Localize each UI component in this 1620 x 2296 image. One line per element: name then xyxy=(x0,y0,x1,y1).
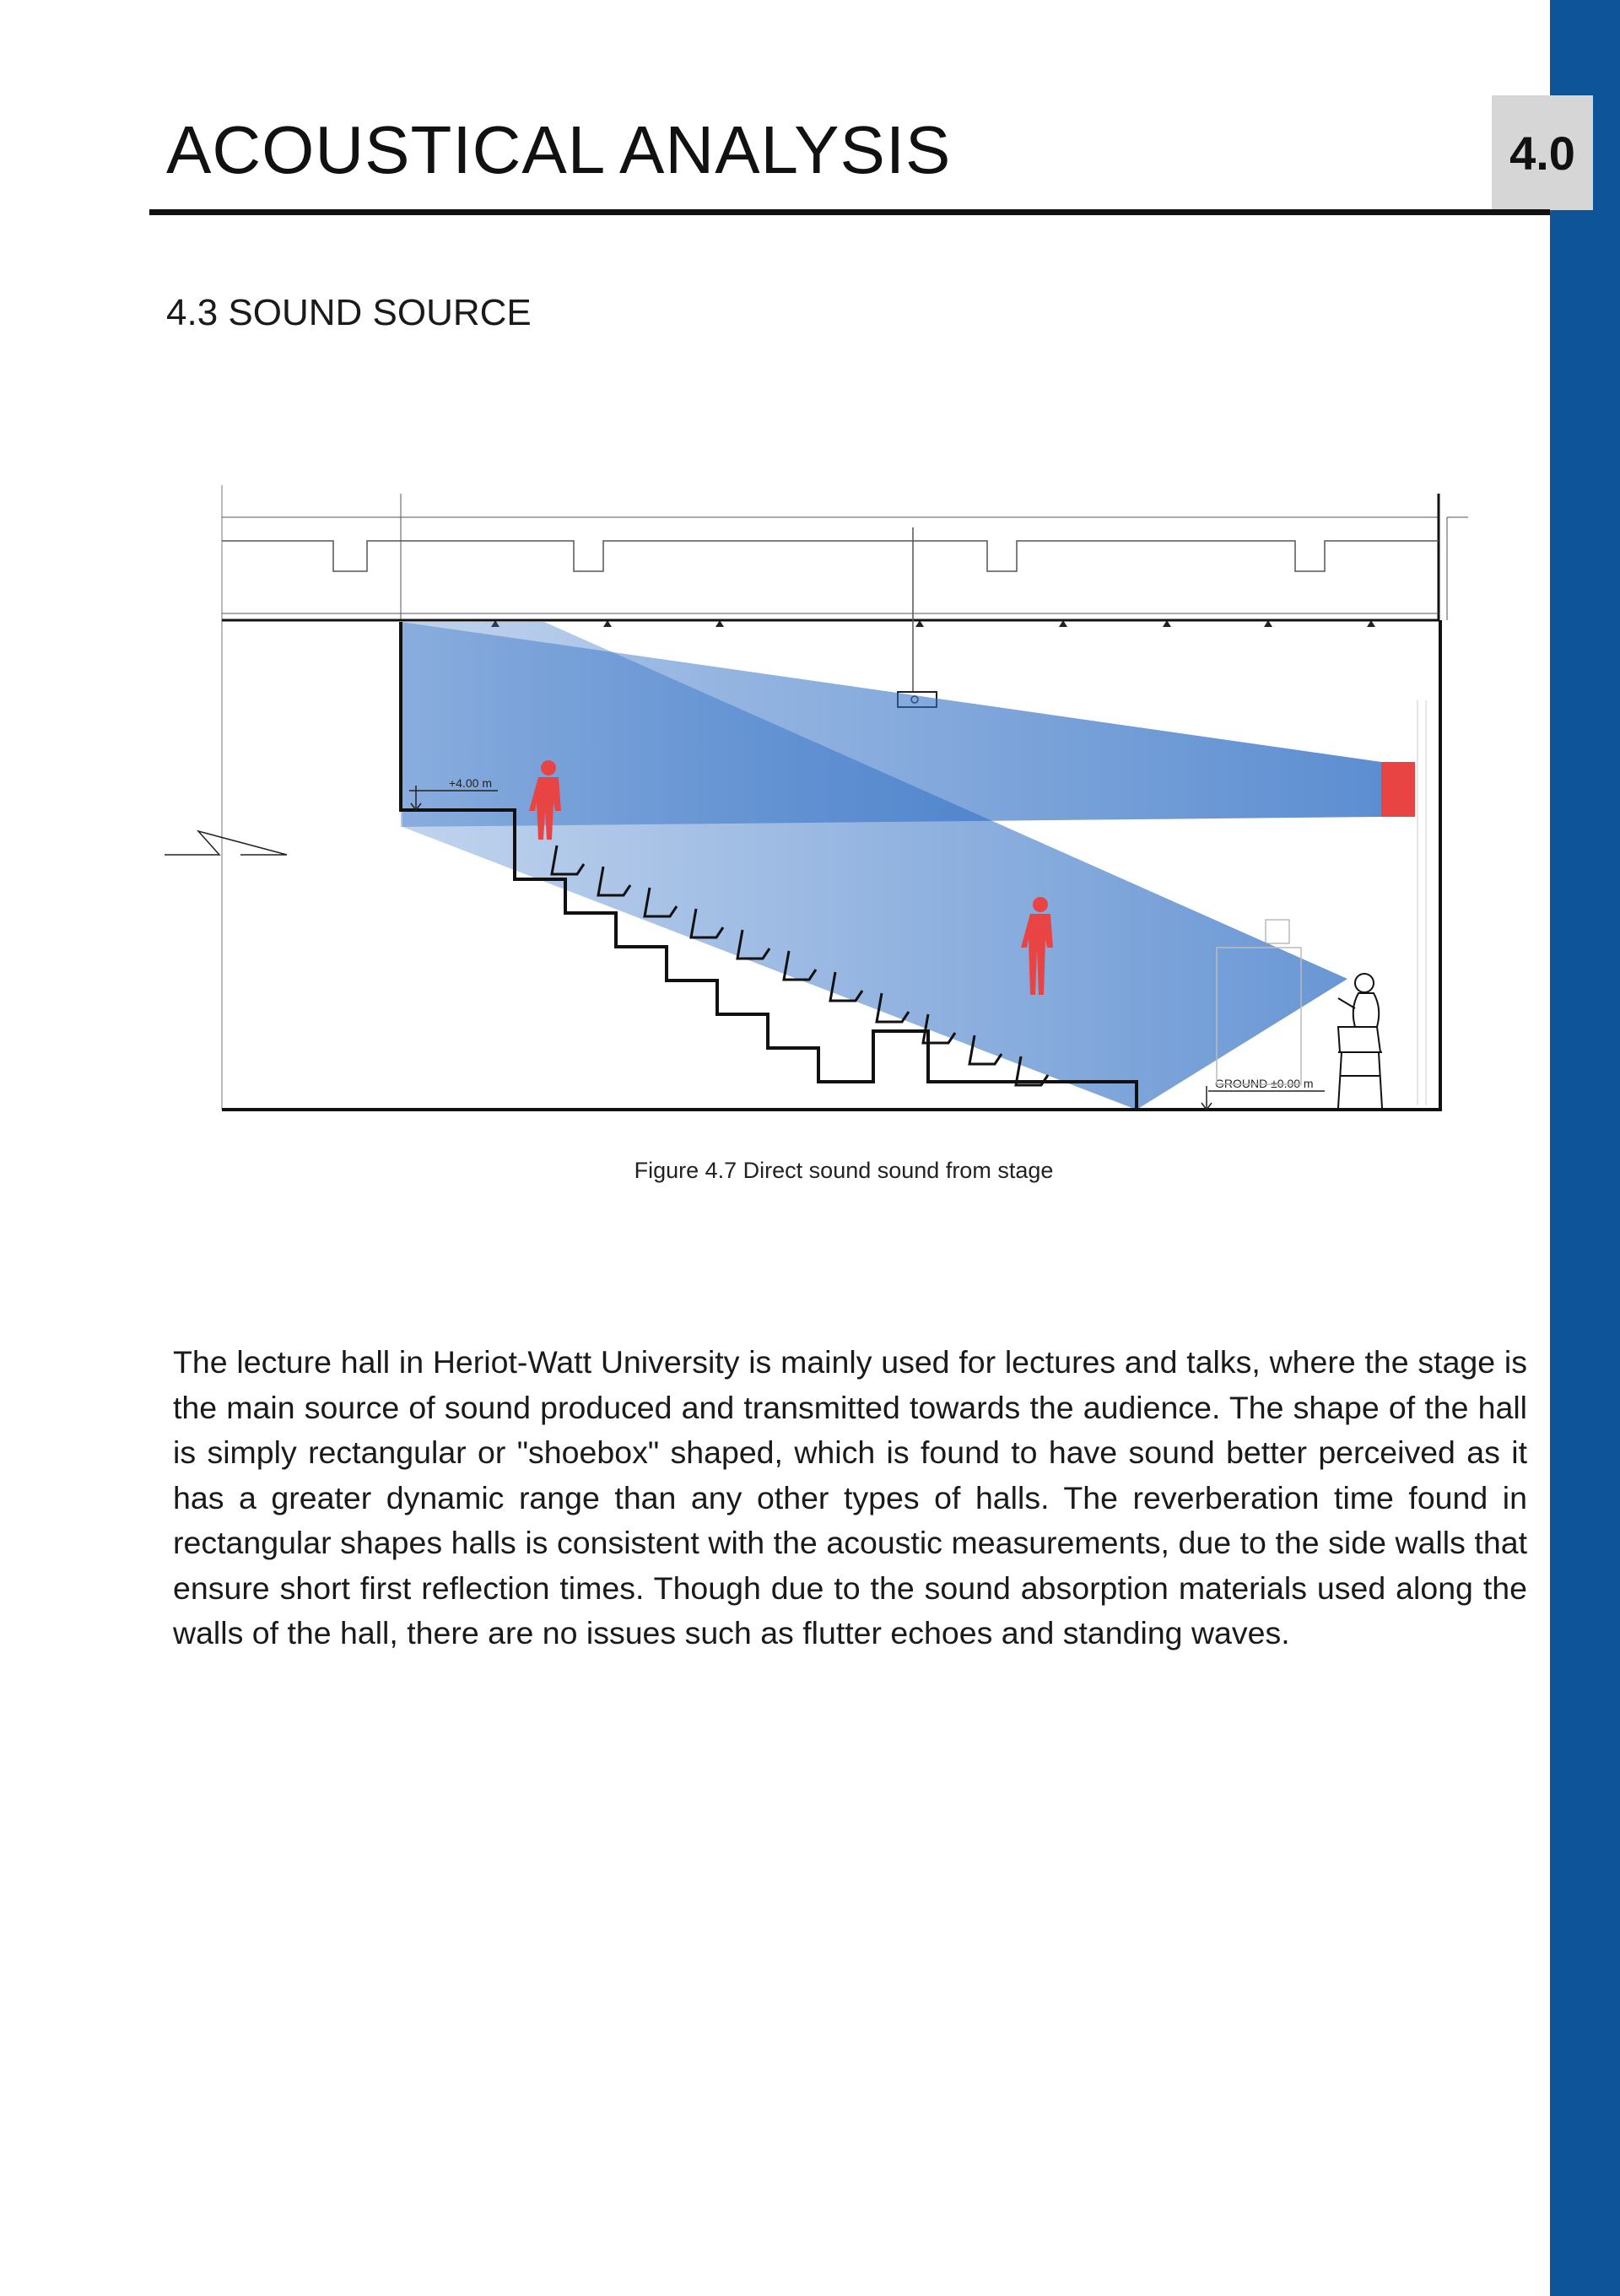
page-title: ACOUSTICAL ANALYSIS xyxy=(166,112,952,187)
side-color-bar xyxy=(1550,0,1620,2296)
section-heading: 4.3 SOUND SOURCE xyxy=(166,292,532,333)
seated-speaker-figure xyxy=(1338,974,1382,1108)
section-drawing-figure xyxy=(160,485,1477,1118)
break-line-symbol xyxy=(165,831,287,855)
exit-sign xyxy=(1266,920,1289,943)
title-divider xyxy=(149,209,1550,215)
chapter-number-tab: 4.0 xyxy=(1492,95,1593,210)
upper-level-label: +4.00 m xyxy=(449,776,492,790)
ground-level-label: GROUND ±0.00 m xyxy=(1215,1077,1314,1090)
stage-speaker-block xyxy=(1381,762,1415,817)
lecture-hall-section-drawing xyxy=(160,485,1477,1118)
ground-level-marker xyxy=(1202,1077,1325,1110)
figure-caption: Figure 4.7 Direct sound sound from stage xyxy=(634,1158,1054,1183)
body-paragraph: The lecture hall in Heriot-Watt University is mainly used for lectures and talks, where the stage is the main source of sound produced and transmitted towards the audience. The shape of the hall is simply rectangular or "shoebox" shaped, which is found to have sound better perceived as it has a greater dynamic range than any other types of halls. The reverberation time found in rectangular shapes halls is consistent with the acoustic measurements, due to the side walls that ensure short first reflection times. Though due to the sound absorption materials used along the walls of the hall, there are no issues such as flutter echoes and standing waves. xyxy=(173,1344,1527,1650)
